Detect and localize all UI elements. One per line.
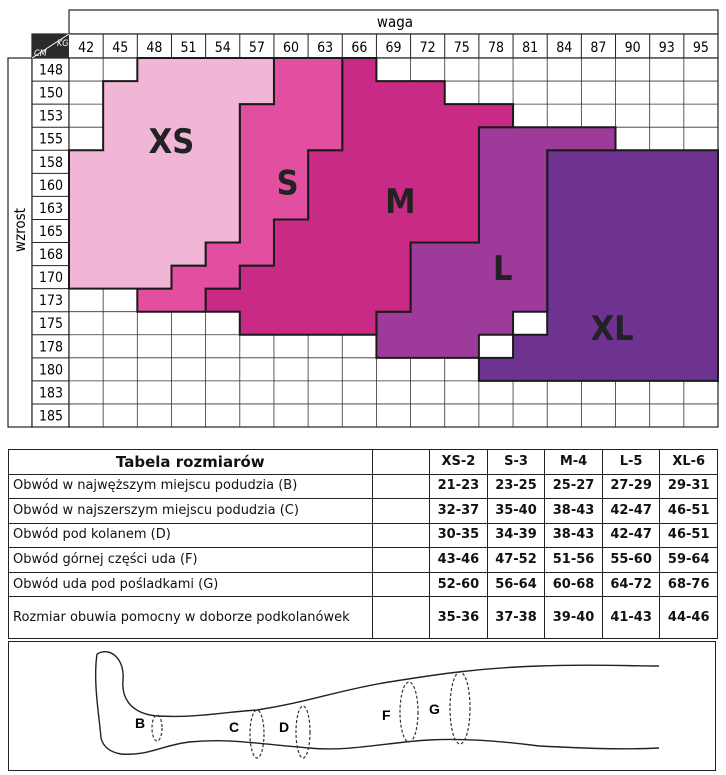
size-column-header: M-4 — [545, 450, 603, 475]
size-label-l: L — [493, 248, 513, 289]
measurement-label: Rozmiar obuwia pomocny w doborze podkolanówek — [9, 597, 373, 639]
blank-cell — [372, 548, 430, 573]
measurement-value: 64-72 — [602, 572, 660, 597]
size-label-xl: XL — [590, 308, 634, 349]
weight-tick: 87 — [590, 40, 607, 56]
label-g: G — [429, 701, 440, 717]
weight-tick: 75 — [453, 40, 470, 56]
measurement-label: Obwód pod kolanem (D) — [9, 523, 373, 548]
measurement-value: 43-46 — [430, 548, 488, 573]
height-tick: 175 — [38, 316, 64, 333]
measurement-label: Obwód w najwęższym miejscu podudzia (B) — [9, 474, 373, 499]
size-table — [8, 449, 718, 639]
leg-diagram — [8, 641, 716, 771]
height-axis-title: wzrost — [11, 208, 29, 252]
measurement-value: 27-29 — [602, 474, 660, 499]
height-tick: 178 — [38, 339, 64, 356]
size-table-header-row — [9, 450, 718, 475]
size-label-xs: XS — [148, 122, 195, 163]
size-label-m: M — [385, 181, 416, 222]
weight-tick: 42 — [78, 40, 95, 56]
unit-height-label: CM — [34, 49, 47, 59]
weight-tick: 84 — [556, 40, 573, 56]
height-tick: 170 — [38, 270, 64, 287]
label-d: D — [279, 719, 290, 735]
blank-cell — [372, 597, 430, 639]
measurement-value: 23-25 — [487, 474, 545, 499]
height-tick: 158 — [38, 154, 64, 171]
weight-tick: 93 — [658, 40, 675, 56]
weight-tick: 66 — [351, 40, 368, 56]
size-table-row — [9, 523, 718, 548]
weight-tick: 45 — [112, 40, 129, 56]
measure-ring-d — [296, 706, 310, 758]
measurement-value: 52-60 — [430, 572, 488, 597]
measurement-value: 21-23 — [430, 474, 488, 499]
measure-ring-b — [152, 715, 162, 741]
label-c: C — [229, 719, 240, 735]
measurement-value: 46-51 — [660, 499, 718, 524]
measurement-value: 60-68 — [545, 572, 603, 597]
measurement-value: 55-60 — [602, 548, 660, 573]
size-label-s: S — [276, 163, 299, 204]
weight-axis-title: waga — [376, 13, 414, 31]
label-f: F — [382, 707, 391, 723]
weight-tick: 63 — [317, 40, 334, 56]
weight-tick: 78 — [487, 40, 504, 56]
unit-weight-label: KG — [57, 39, 69, 49]
measurement-value: 38-43 — [545, 523, 603, 548]
measure-ring-c — [250, 710, 264, 758]
height-tick: 153 — [38, 108, 64, 125]
size-column-header: S-3 — [487, 450, 545, 475]
label-b: B — [135, 715, 146, 731]
weight-tick: 95 — [692, 40, 709, 56]
weight-tick: 81 — [522, 40, 539, 56]
size-table-row — [9, 597, 718, 639]
measure-ring-g — [450, 672, 470, 744]
measurement-value: 39-40 — [545, 597, 603, 639]
size-table-blank-header — [372, 450, 430, 475]
measurement-value: 25-27 — [545, 474, 603, 499]
measurement-label: Obwód uda pod pośladkami (G) — [9, 572, 373, 597]
measurement-value: 42-47 — [602, 523, 660, 548]
height-tick: 160 — [38, 177, 64, 194]
blank-cell — [372, 499, 430, 524]
weight-tick: 57 — [248, 40, 265, 56]
measurement-value: 34-39 — [487, 523, 545, 548]
measurement-value: 68-76 — [660, 572, 718, 597]
measurement-value: 59-64 — [660, 548, 718, 573]
size-table-row — [9, 474, 718, 499]
height-tick: 155 — [38, 131, 64, 148]
leg-outline — [9, 642, 715, 770]
measurement-value: 38-43 — [545, 499, 603, 524]
height-tick: 165 — [38, 223, 64, 240]
measurement-value: 44-46 — [660, 597, 718, 639]
measurement-value: 46-51 — [660, 523, 718, 548]
measurement-value: 30-35 — [430, 523, 488, 548]
measurement-value: 42-47 — [602, 499, 660, 524]
measurement-label: Obwód górnej części uda (F) — [9, 548, 373, 573]
size-table-row — [9, 499, 718, 524]
height-tick: 148 — [38, 62, 64, 79]
blank-cell — [372, 474, 430, 499]
measurement-value: 41-43 — [602, 597, 660, 639]
measurement-value: 51-56 — [545, 548, 603, 573]
size-column-header: XS-2 — [430, 450, 488, 475]
blank-cell — [372, 523, 430, 548]
measurement-value: 32-37 — [430, 499, 488, 524]
blank-cell — [372, 572, 430, 597]
weight-tick: 69 — [385, 40, 402, 56]
weight-tick: 90 — [624, 40, 641, 56]
measure-ring-f — [400, 682, 418, 742]
weight-tick: 48 — [146, 40, 163, 56]
measurement-label: Obwód w najszerszym miejscu podudzia (C) — [9, 499, 373, 524]
measurement-value: 35-36 — [430, 597, 488, 639]
height-tick: 183 — [38, 385, 64, 402]
weight-tick: 60 — [283, 40, 300, 56]
measurement-value: 37-38 — [487, 597, 545, 639]
size-table-row — [9, 572, 718, 597]
measurement-value: 35-40 — [487, 499, 545, 524]
weight-tick: 51 — [180, 40, 197, 56]
height-tick: 150 — [38, 85, 64, 102]
height-tick: 185 — [38, 408, 64, 425]
size-table-title: Tabela rozmiarów — [9, 450, 373, 475]
size-table-row — [9, 548, 718, 573]
measurement-value: 56-64 — [487, 572, 545, 597]
height-tick: 173 — [38, 293, 64, 310]
weight-tick: 54 — [214, 40, 231, 56]
height-tick: 163 — [38, 200, 64, 217]
height-tick: 168 — [38, 247, 64, 264]
measurement-value: 47-52 — [487, 548, 545, 573]
measurement-value: 29-31 — [660, 474, 718, 499]
size-column-header: XL-6 — [660, 450, 718, 475]
height-tick: 180 — [38, 362, 64, 379]
weight-tick: 72 — [419, 40, 436, 56]
size-column-header: L-5 — [602, 450, 660, 475]
